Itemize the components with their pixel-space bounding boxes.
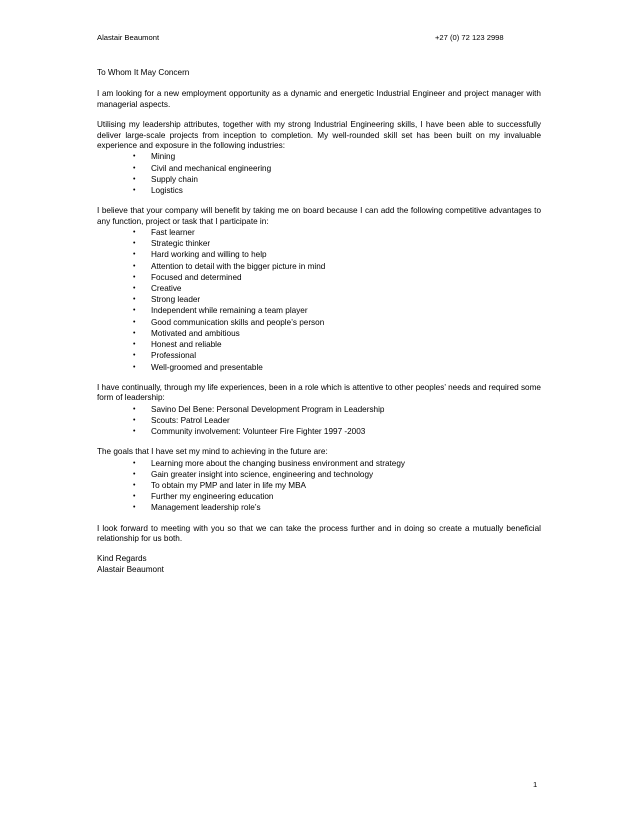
bullet-icon: • [133, 285, 136, 293]
regards-line: Kind Regards [97, 554, 147, 564]
bullet-icon: • [133, 164, 136, 172]
bullet-icon: • [133, 493, 136, 501]
bullet-icon: • [133, 175, 136, 183]
bullet-icon: • [133, 273, 136, 281]
list-item [97, 480, 541, 491]
bullet-icon: • [133, 251, 136, 259]
list-item-text: Supply chain [151, 174, 198, 184]
list-item [97, 294, 541, 305]
list-item [97, 283, 541, 294]
list-item [97, 261, 541, 272]
list-item-text: Creative [151, 284, 182, 294]
list-item [97, 174, 541, 185]
list-item-text: Further my engineering education [151, 492, 274, 502]
list-item-text: Civil and mechanical engineering [151, 163, 272, 173]
list-item [97, 339, 541, 350]
list-item [97, 426, 541, 437]
list-item-text: Well-groomed and presentable [151, 362, 263, 372]
list-item-text: Savino Del Bene: Personal Development Program in Leadership [151, 404, 385, 414]
list-item-text: To obtain my PMP and later in life my MBA [151, 480, 307, 490]
header-name: Alastair Beaumont [97, 33, 160, 42]
bullet-icon: • [133, 363, 136, 371]
goals-paragraph: The goals that I have set my mind to achieving in the future are: [97, 447, 328, 457]
intro-paragraph: I am looking for a new employment opportunity as a dynamic and energetic Industrial Engineer and project manager with managerial aspects. [97, 89, 541, 109]
list-item [97, 404, 541, 415]
list-item [97, 272, 541, 283]
advantages-paragraph: I believe that your company will benefit by taking me on board because I can add the following competitive advantages to any function, project or task that I participate in: [97, 206, 541, 226]
list-item-text: Attention to detail with the bigger picture in mind [151, 261, 326, 271]
list-item-text: Hard working and willing to help [151, 250, 267, 260]
list-item [97, 502, 541, 513]
list-item [97, 238, 541, 249]
list-item-text: Logistics [151, 186, 183, 196]
bullet-icon: • [133, 296, 136, 304]
bullet-icon: • [133, 481, 136, 489]
bullet-icon: • [133, 427, 136, 435]
bullet-icon: • [133, 318, 136, 326]
list-item [97, 305, 541, 316]
list-item-text: Professional [151, 351, 197, 361]
bullet-icon: • [133, 416, 136, 424]
list-item [97, 491, 541, 502]
bullet-icon: • [133, 187, 136, 195]
list-item-text: Independent while remaining a team player [151, 306, 308, 316]
list-item [97, 362, 541, 373]
list-item [97, 415, 541, 426]
list-item-text: Scouts: Patrol Leader [151, 415, 230, 425]
list-item [97, 458, 541, 469]
list-item [97, 317, 541, 328]
list-item-text: Management leadership role’s [151, 503, 261, 513]
list-item-text: Gain greater insight into science, engineering and technology [151, 469, 374, 479]
list-item-text: Community involvement: Volunteer Fire Fighter 1997 -2003 [151, 426, 366, 436]
list-item-text: Focused and determined [151, 272, 242, 282]
leadership-list [97, 404, 541, 438]
bullet-icon: • [133, 329, 136, 337]
list-item [97, 350, 541, 361]
advantages-list [97, 227, 541, 373]
list-item-text: Good communication skills and people’s person [151, 317, 325, 327]
experience-paragraph: Utilising my leadership attributes, together with my strong Industrial Engineering skills, I have been able to successfully deliver large-scale projects from inception to completion. My well-rounded skill set has been built on my invaluable experience and exposure in the following industries: [97, 120, 541, 151]
list-item-text: Motivated and ambitious [151, 328, 240, 338]
list-item-text: Mining [151, 152, 176, 162]
bullet-icon: • [133, 341, 136, 349]
list-item [97, 185, 541, 196]
bullet-icon: • [133, 504, 136, 512]
goals-list [97, 458, 541, 514]
salutation: To Whom It May Concern [97, 68, 190, 77]
list-item [97, 328, 541, 339]
list-item [97, 163, 541, 174]
bullet-icon: • [133, 153, 136, 161]
bullet-icon: • [133, 470, 136, 478]
bullet-icon: • [133, 240, 136, 248]
list-item-text: Fast learner [151, 228, 195, 238]
leadership-paragraph: I have continually, through my life experiences, been in a role which is attentive to other peoples’ needs and required some form of leadership: [97, 382, 541, 403]
signature-name: Alastair Beaumont [97, 564, 164, 574]
bullet-icon: • [133, 459, 136, 467]
bullet-icon: • [133, 262, 136, 270]
sign-off [97, 554, 541, 575]
list-item [97, 151, 541, 162]
list-item-text: Honest and reliable [151, 340, 222, 350]
list-item [97, 249, 541, 260]
industries-list [97, 151, 541, 196]
letter-body [97, 68, 541, 575]
page-number: 1 [533, 780, 538, 789]
bullet-icon: • [133, 307, 136, 315]
list-item-text: Strong leader [151, 295, 201, 305]
list-item-text: Strategic thinker [151, 239, 211, 249]
list-item [97, 227, 541, 238]
bullet-icon: • [133, 229, 136, 237]
closing-paragraph: I look forward to meeting with you so that we can take the process further and in doing so create a mutually beneficial relationship for us both. [97, 523, 541, 543]
list-item [97, 469, 541, 480]
header-phone: +27 (0) 72 123 2998 [435, 33, 504, 42]
list-item-text: Learning more about the changing business environment and strategy [151, 458, 405, 468]
bullet-icon: • [133, 405, 136, 413]
bullet-icon: • [133, 352, 136, 360]
